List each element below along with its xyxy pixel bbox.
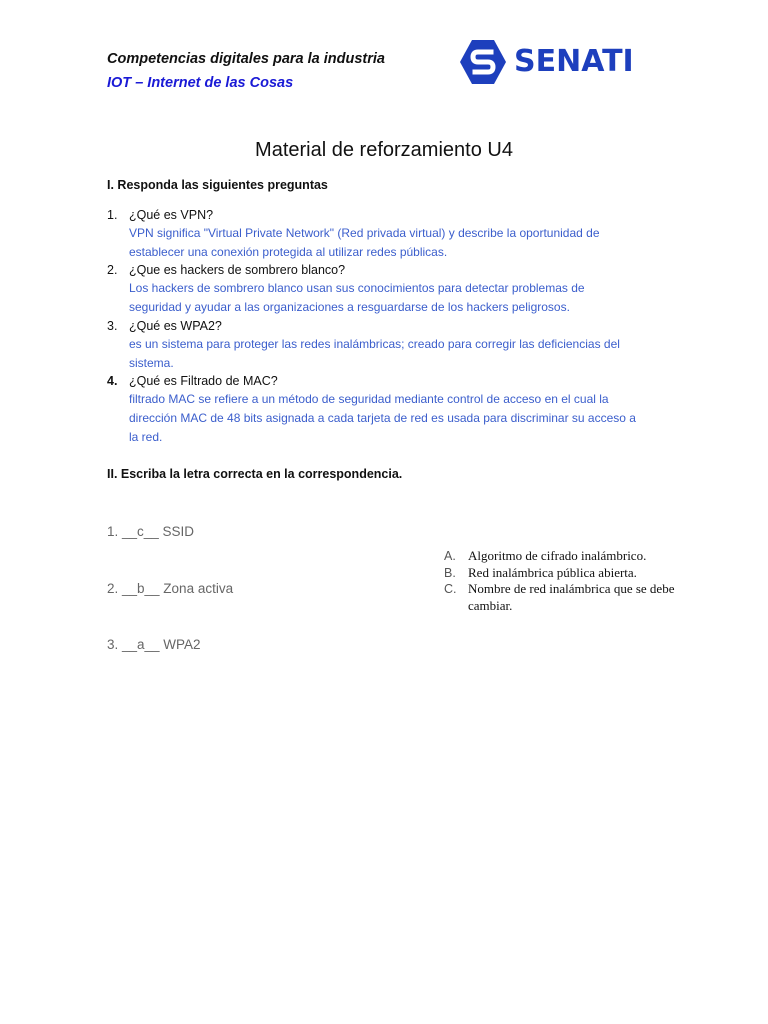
option-text: Nombre de red inalámbrica que se debe [468,581,675,596]
senati-emblem-icon [458,38,508,86]
answer-line: la red. [129,429,163,444]
question-text: ¿Qué es WPA2? [129,318,222,333]
answer-line: VPN significa "Virtual Private Network" (Red privada virtual) y describe la oportunidad de [129,226,600,240]
option-text: Algoritmo de cifrado inalámbrico. [468,548,647,563]
options-list [444,548,704,614]
answer-line: es un sistema para proteger las redes inalámbricas; creado para corregir las deficiencias del [129,336,620,351]
section-1-heading: I. Responda las siguientes preguntas [107,178,328,192]
question-text: ¿Que es hackers de sombrero blanco? [129,263,346,278]
logo-wordmark: SENATI [514,44,634,79]
answer-line: sistema. [129,355,174,370]
question-text: ¿Qué es Filtrado de MAC? [129,374,278,389]
option-item [444,548,704,565]
question-text: ¿Qué es VPN? [129,208,214,222]
header-module-title: IOT – Internet de las Cosas [107,75,294,91]
match-item: 3. __a__ WPA2 [107,637,201,652]
match-item: 1. __c__ SSID [107,524,195,539]
question-number: 3. [107,318,118,333]
option-letter: B. [444,565,456,580]
senati-logo [458,36,648,88]
header-course-title: Competencias digitales para la industria [107,51,385,67]
question-number: 1. [107,208,118,222]
question-number: 2. [107,263,118,278]
questions-list [107,206,667,446]
answer-text [129,390,667,446]
document-title: Material de reforzamiento U4 [255,139,513,161]
option-letter: A. [444,549,456,563]
option-text: Red inalámbrica pública abierta. [468,564,637,580]
option-item [444,581,704,614]
answer-line: seguridad y ayudar a las organizaciones a resguardarse de los hackers peligrosos. [129,300,570,315]
answer-line: filtrado MAC se refiere a un método de seguridad mediante control de acceso en el cual la [129,392,609,407]
question-item [107,372,667,446]
question-item [107,261,667,316]
question-number: 4. [107,374,118,389]
option-text: cambiar. [468,597,513,613]
question-item [107,317,667,372]
answer-line: establecer una conexión protegida al utilizar redes públicas. [129,244,448,259]
answer-text [129,335,667,372]
option-item [444,565,704,582]
option-letter: C. [444,582,457,596]
answer-line: Los hackers de sombrero blanco usan sus conocimientos para detectar problemas de [129,281,585,296]
question-item [107,206,667,261]
match-item: 2. __b__ Zona activa [107,581,234,596]
section-2-heading: II. Escriba la letra correcta en la correspondencia. [107,467,403,481]
answer-text [129,224,667,261]
answer-line: dirección MAC de 48 bits asignada a cada tarjeta de red es usada para discriminar su acceso a [129,410,636,425]
answer-text [129,279,667,316]
